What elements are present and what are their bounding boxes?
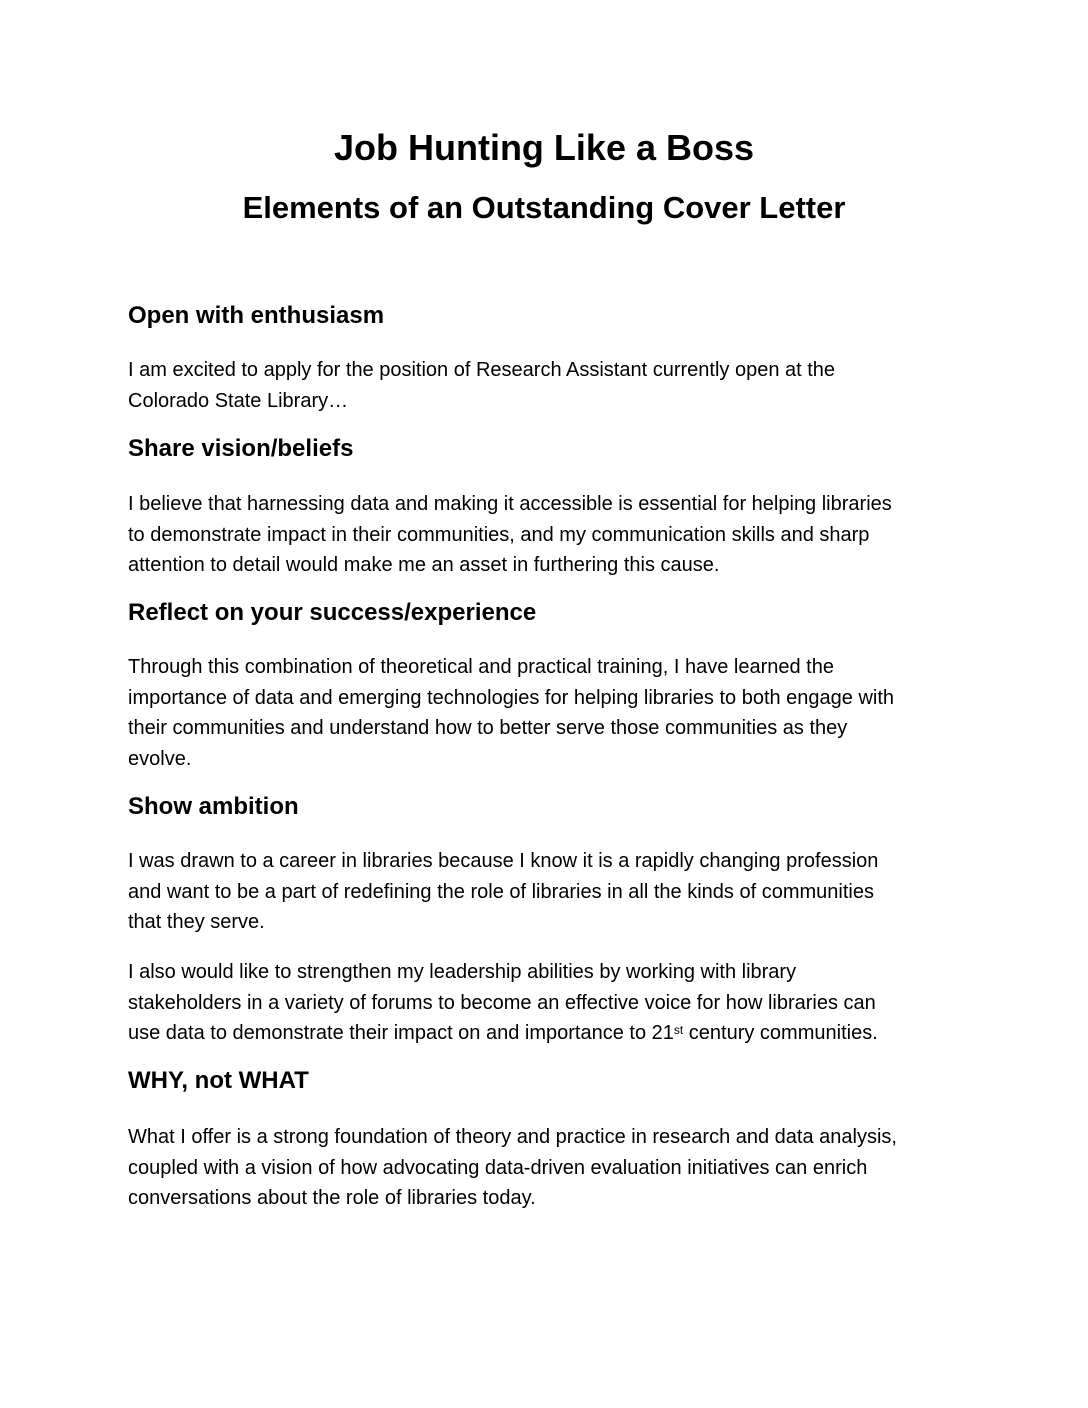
paragraph-line: stakeholders in a variety of forums to become an effective voice for how libraries can bbox=[128, 991, 876, 1014]
section-paragraph bbox=[128, 1122, 897, 1214]
paragraph-line: I also would like to strengthen my leadership abilities by working with library bbox=[128, 961, 797, 983]
text-run: use data to demonstrate their impact on and importance to 21 bbox=[128, 1022, 674, 1044]
text-run: century communities. bbox=[683, 1022, 878, 1044]
paragraph-line: conversations about the role of libraries today. bbox=[128, 1187, 536, 1209]
paragraph-line: I was drawn to a career in libraries because I know it is a rapidly changing profession bbox=[128, 850, 879, 872]
paragraph-line: Colorado State Library… bbox=[128, 389, 349, 412]
paragraph-line: attention to detail would make me an asset in furthering this cause. bbox=[128, 554, 720, 576]
document-title: Job Hunting Like a Boss bbox=[333, 127, 755, 168]
paragraph-line: importance of data and emerging technologies for helping libraries to both engage with bbox=[128, 686, 895, 709]
paragraph-line: I am excited to apply for the position of Research Assistant currently open at the bbox=[128, 359, 836, 381]
section-paragraph bbox=[128, 957, 878, 1049]
paragraph-line: Through this combination of theoretical and practical training, I have learned the bbox=[128, 656, 834, 678]
section-paragraph bbox=[128, 489, 892, 581]
document-subtitle: Elements of an Outstanding Cover Letter bbox=[242, 190, 846, 225]
section-paragraph bbox=[128, 652, 894, 774]
section-heading: Open with enthusiasm bbox=[128, 302, 385, 329]
superscript: st bbox=[673, 1023, 684, 1037]
paragraph-line: I believe that harnessing data and making it accessible is essential for helping libraries bbox=[128, 493, 892, 515]
section-paragraph bbox=[128, 355, 835, 416]
paragraph-line: What I offer is a strong foundation of theory and practice in research and data analysis, bbox=[128, 1126, 897, 1148]
paragraph-line: that they serve. bbox=[128, 911, 265, 933]
section-heading: Show ambition bbox=[128, 793, 299, 820]
paragraph-line: their communities and understand how to better serve those communities as they bbox=[128, 717, 848, 739]
paragraph-line: evolve. bbox=[128, 747, 192, 770]
paragraph-line: to demonstrate impact in their communities, and my communication skills and sharp bbox=[128, 523, 870, 546]
paragraph-line bbox=[128, 1018, 878, 1049]
section-heading: Reflect on your success/experience bbox=[128, 599, 537, 626]
section-paragraph bbox=[128, 846, 878, 938]
paragraph-line: and want to be a part of redefining the role of libraries in all the kinds of communities bbox=[128, 880, 874, 903]
paragraph-line: coupled with a vision of how advocating data-driven evaluation initiatives can enrich bbox=[128, 1156, 868, 1179]
section-heading: WHY, not WHAT bbox=[128, 1067, 309, 1094]
section-heading: Share vision/beliefs bbox=[128, 435, 354, 462]
